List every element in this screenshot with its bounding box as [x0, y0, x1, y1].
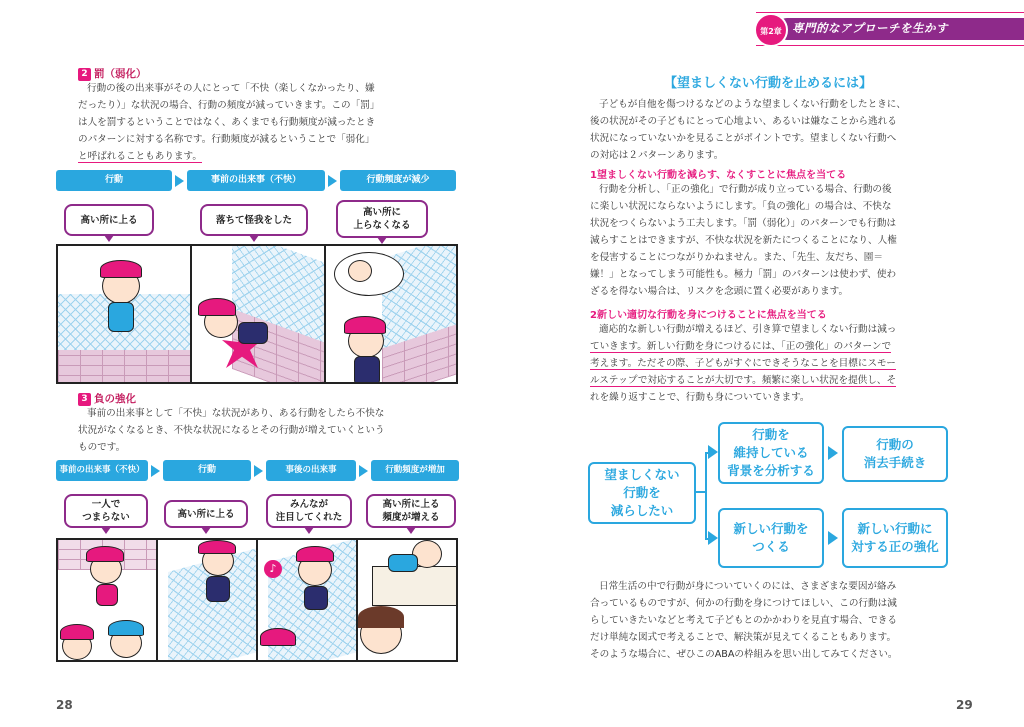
- speech-bubble: 高い所に上る: [64, 204, 154, 236]
- comic-panel: [192, 246, 326, 382]
- text-line: は人を罰するということではなく、あくまでも行動頻度が減ったとき: [78, 117, 376, 128]
- text-line: 嫌！」となってしまう可能性も。極力「罰」のパターンは使わず、使わ: [590, 269, 897, 280]
- closing-body: [590, 578, 970, 663]
- diagram-extinction-box: 行動の 消去手続き: [842, 426, 948, 482]
- speech-bubble: 高い所に上る 頻度が増える: [366, 494, 456, 528]
- negative-reinforcement-body: [78, 405, 448, 456]
- cap-icon: [108, 620, 144, 636]
- diagram-start-box: 望ましくない 行動を 減らしたい: [588, 462, 696, 524]
- cap-icon: [260, 628, 296, 646]
- text-line: 適応的な新しい行動が増えるほど、引き算で望ましくない行動は減っ: [599, 324, 897, 335]
- intro-body: [590, 96, 970, 164]
- text-line: と呼ばれることもあります。: [78, 151, 202, 162]
- comic-strip-punishment: [56, 244, 458, 384]
- text-line: 状況になっていないかを見ることがポイントです。望ましくない行動へ: [590, 133, 897, 144]
- chapter-badge: 第2章: [754, 13, 788, 47]
- music-note-icon: ♪: [264, 560, 282, 578]
- teacher-hair-icon: [358, 606, 404, 628]
- diagram-connector: [705, 452, 707, 540]
- arrow-right-icon: [254, 465, 263, 477]
- wall-illustration: [58, 350, 192, 382]
- section-number: 3: [78, 393, 91, 406]
- point2-heading: 2新しい適切な行動を身につけることに焦点を当てる: [590, 310, 827, 321]
- right-page: [512, 0, 1024, 727]
- flow-step: 行動頻度が増加: [371, 460, 459, 481]
- text-line: のパターンに対する名称です。行動頻度が減るということで「弱化」: [78, 134, 375, 145]
- speech-bubble: 高い所に上る: [164, 500, 248, 528]
- flow-step: 事前の出来事（不快）: [187, 170, 325, 191]
- text-line: 行動を分析し、「正の強化」で行動が成り立っている場合、行動の後: [599, 184, 892, 195]
- page-number: 28: [56, 698, 73, 712]
- flow-step: 行動: [56, 170, 172, 191]
- page-title: 【望ましくない行動を止めるには】: [663, 76, 872, 91]
- diagram-new-behavior-box: 新しい行動を つくる: [718, 508, 824, 568]
- comic-strip-negative-reinforcement: [56, 538, 458, 662]
- text-line: を侵害することにつながりかねません。また、「先生、友だち、園＝: [590, 252, 883, 263]
- text-line: れを繰り返すことで、行動も身についていきます。: [590, 392, 810, 403]
- section-heading-punishment: [78, 66, 147, 81]
- text-line: 日常生活の中で行動が身についていくのには、さまざまな要因が絡み: [599, 581, 897, 592]
- speech-bubble: 高い所に 上らなくなる: [336, 200, 428, 238]
- text-line: 後の状況がその子どもにとって心地よい、あるいは嫌なことから逃れる: [590, 116, 897, 127]
- page-number: 29: [956, 698, 973, 712]
- text-line: そのような場合に、ぜひこのABAの枠組みを思い出してみてください。: [590, 649, 898, 660]
- section-title: 負の強化: [94, 393, 136, 405]
- flow-step: 行動: [163, 460, 251, 481]
- text-line: に楽しい状況にならないようにします。「負の強化」の場合は、不快な: [590, 201, 892, 212]
- speech-bubble: 一人で つまらない: [64, 494, 148, 528]
- text-line: の対応は２パターンあります。: [590, 150, 724, 161]
- comic-panel: [326, 246, 458, 382]
- thought-child-icon: [348, 260, 372, 282]
- cap-icon: [60, 624, 94, 640]
- text-line: 行動の後の出来事がその人にとって「不快（楽しくなかったり、嫌: [87, 83, 375, 94]
- diagram-positive-reinforcement-box: 新しい行動に 対する正の強化: [842, 508, 948, 568]
- text-line: 合っているものですが、何かの行動を身につけてほしい、この行動は減: [590, 598, 897, 609]
- comic-panel: [58, 246, 192, 382]
- flow-chart-punishment: [56, 170, 456, 191]
- text-line: 子どもが自他を傷つけるなどのような望ましくない行動をしたときに、: [599, 99, 906, 110]
- flow-chart-negative-reinforcement: [56, 460, 459, 481]
- comic-panel: [158, 540, 258, 660]
- text-line: だけ単純な図式で考えることで、解決策が見えてくることもあります。: [590, 632, 897, 643]
- section-number: 2: [78, 68, 91, 81]
- comic-panel: [58, 540, 158, 660]
- text-line: 状況をつくらないよう工夫します。「罰（弱化）」のパターンでも行動は: [590, 218, 897, 229]
- arrow-right-icon: [828, 446, 838, 460]
- section-heading-negative-reinforcement: [78, 391, 136, 406]
- text-line: ルステップで対応することが大切です。頻繁に楽しい状況を提供し、そ: [590, 375, 897, 386]
- text-line: 減らすことはできますが、不快な状況を新たにつくることになり、人権: [590, 235, 897, 246]
- text-line: らしていきたいなどと考えて子どもとのかかわりを見直す場合、できる: [590, 615, 897, 626]
- speech-bubble: みんなが 注目してくれた: [266, 494, 352, 528]
- text-line: 考えます。ただその際、子どもがすぐにできそうなことを目標にスモー: [590, 358, 896, 369]
- flow-step: 行動頻度が減少: [340, 170, 456, 191]
- shelf-illustration: [372, 566, 458, 606]
- arrow-right-icon: [359, 465, 368, 477]
- arrow-right-icon: [708, 445, 718, 459]
- arrow-right-icon: [708, 531, 718, 545]
- arrow-right-icon: [828, 531, 838, 545]
- comic-panel: [258, 540, 358, 660]
- text-line: 事前の出来事として「不快」な状況があり、ある行動をしたら不快な: [87, 408, 385, 419]
- flow-step: 事前の出来事（不快）: [56, 460, 148, 481]
- arrow-right-icon: [328, 175, 337, 187]
- punishment-body: [78, 80, 448, 165]
- arrow-right-icon: [151, 465, 160, 477]
- flow-step: 事後の出来事: [266, 460, 356, 481]
- point1-body: [590, 181, 970, 300]
- diagram-analyze-box: 行動を 維持している 背景を分析する: [718, 422, 824, 484]
- text-line: だったり）」な状況の場合、行動の頻度が減っていきます。この「罰」: [78, 100, 380, 111]
- chapter-title: 専門的なアプローチを生かす: [792, 21, 948, 35]
- arrow-right-icon: [175, 175, 184, 187]
- text-line: ざるを得ない場合は、リスクを念頭に置く必要があります。: [590, 286, 849, 297]
- text-line: ものです。: [78, 442, 126, 453]
- point2-body: [590, 321, 970, 406]
- text-line: ていきます。新しい行動を身につけるには、「正の強化」のパターンで: [590, 341, 892, 352]
- text-line: 状況がなくなるとき、不快な状況になるとその行動が増えていくという: [78, 425, 385, 436]
- speech-bubble: 落ちて怪我をした: [200, 204, 308, 236]
- section-title: 罰（弱化）: [94, 68, 147, 80]
- point1-heading: 1望ましくない行動を減らす、なくすことに焦点を当てる: [590, 170, 847, 181]
- comic-panel: [358, 540, 458, 660]
